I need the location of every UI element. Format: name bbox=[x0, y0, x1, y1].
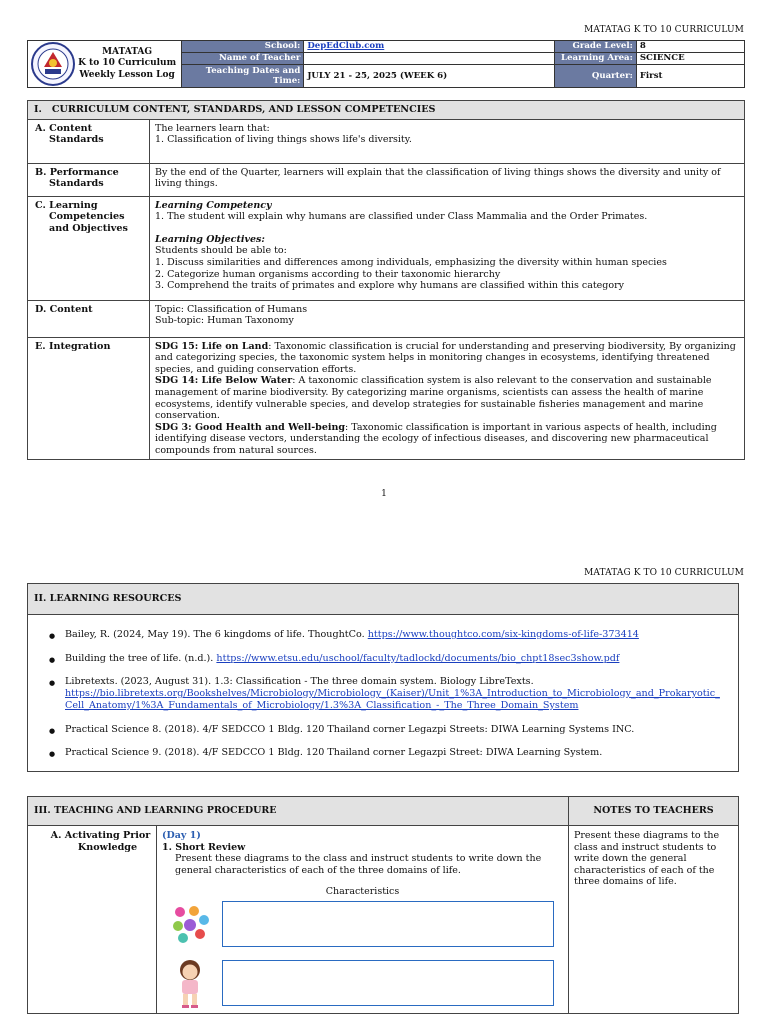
resource-item: ● Building the tree of life. (n.d.). https://www.etsu.edu/uschool/faculty/tadlockd/documents/bio_chpt18sec3show.pdf bbox=[49, 653, 724, 665]
content-standards-label: A. Content Standards bbox=[28, 119, 150, 163]
dates-value: JULY 21 - 25, 2025 (WEEK 6) bbox=[304, 65, 554, 88]
competencies-value: Learning Competency 1. The student will explain why humans are classified under Class Mammalia and the Order Primates. Learning Objectives: Students should be able to: 1. Discuss similarities and differences among individuals, emphasizing the diversity within human species 2. Categorize human organisms according to their taxonomic hierarchy 3. Comprehend the traits of primates and explore why humans are classified within this category bbox=[150, 196, 745, 300]
resources-list bbox=[28, 615, 738, 771]
teacher-label: Name of Teacher bbox=[182, 53, 304, 65]
quarter-label: Quarter: bbox=[554, 65, 636, 88]
dates-label: Teaching Dates and Time: bbox=[182, 65, 304, 88]
quarter-value: First bbox=[636, 65, 744, 88]
logo-line2: K to 10 Curriculum bbox=[78, 58, 177, 69]
grade-value: 8 bbox=[636, 41, 744, 53]
section1-roman: I. bbox=[34, 104, 42, 115]
school-link[interactable]: DepEdClub.com bbox=[307, 41, 385, 52]
resource-link[interactable]: https://bio.libretexts.org/Bookshelves/Microbiology/Microbiology_(Kaiser)/Unit_1%3A_Introduction_to_Microbiology_and_Prokaryotic_Cell_Anatomy/1%3A_Fundamentals_of_Microbiology/1.3%3A_Classification_-_The_Three_Domain_System bbox=[65, 688, 720, 711]
notes-heading: NOTES TO TEACHERS bbox=[569, 797, 739, 826]
activity-instruction: Present these diagrams to the class and instruct students to write down the general characteristics of each of the three domains of life. bbox=[175, 853, 542, 876]
page-number: 1 bbox=[381, 489, 387, 499]
human-girl-icon bbox=[168, 957, 212, 1009]
curriculum-table bbox=[27, 100, 745, 460]
section1-title: CURRICULUM CONTENT, STANDARDS, AND LESSON COMPETENCIES bbox=[51, 104, 436, 115]
header-table bbox=[27, 40, 745, 88]
section2-heading: II. LEARNING RESOURCES bbox=[28, 584, 739, 615]
competencies-label: C. Learning Competencies and Objectives bbox=[28, 196, 150, 300]
logo-line1: MATATAG bbox=[102, 47, 153, 58]
content-standards-value: The learners learn that: 1. Classification of living things shows life's diversity. bbox=[150, 119, 745, 163]
resource-link[interactable]: https://www.thoughtco.com/six-kingdoms-of-life-373414 bbox=[367, 629, 639, 640]
integration-label: E. Integration bbox=[28, 337, 150, 460]
grade-label: Grade Level: bbox=[554, 41, 636, 53]
resource-item: ● Practical Science 9. (2018). 4/F SEDCCO 1 Bldg. 120 Thailand corner Legazpi Street: DIWA Learning System. bbox=[49, 747, 724, 759]
logo-line3: Weekly Lesson Log bbox=[79, 69, 175, 80]
curriculum-label-page2: MATATAG K TO 10 CURRICULUM bbox=[584, 568, 744, 578]
resource-item: ● Libretexts. (2023, August 31). 1.3: Classification - The three domain system. Biology LibreTexts. https://bio.libretexts.org/Bookshelves/Microbiology/Microbiology_(Kaiser)/Unit_1%3A_Introduction_to_Microbiology_and_Prokaryotic_Cell_Anatomy/1%3A_Fundamentals_of_Microbiology/1.3%3A_Classification_-_The_Three_Domain_System bbox=[49, 676, 724, 711]
resource-link[interactable]: https://www.etsu.edu/uschool/faculty/tadlockd/documents/bio_chpt18sec3show.pdf bbox=[216, 652, 620, 664]
deped-seal-icon bbox=[30, 41, 76, 87]
resources-cell bbox=[28, 615, 739, 772]
area-label: Learning Area: bbox=[554, 53, 636, 65]
school-value[interactable] bbox=[304, 41, 554, 53]
content-label: D. Content bbox=[28, 300, 150, 337]
teaching-procedure-table bbox=[27, 796, 739, 1014]
characteristics-box-1[interactable] bbox=[222, 901, 554, 947]
logo-cell bbox=[28, 41, 182, 88]
teacher-value bbox=[304, 53, 554, 65]
microorganisms-icon bbox=[168, 902, 212, 946]
school-label: School: bbox=[182, 41, 304, 53]
activating-label: A. Activating Prior Knowledge bbox=[28, 826, 157, 1014]
learning-resources-table bbox=[27, 583, 739, 772]
section1-heading bbox=[28, 101, 745, 120]
integration-value: SDG 15: Life on Land: Taxonomic classification is crucial for understanding and preserving biodiversity, By organizing and categorizing species, the taxonomic system helps in monitoring changes in ecosystems, identifying threatened species, and guiding conservation efforts. SDG 14: Life Below Water: A taxonomic classification system is also relevant to the conservation and sustainable management of marine biodiversity. By categorizing marine organisms, scientists can assess the health of marine ecosystems, identify vulnerable species, and develop strategies for sustainable fisheries management and marine conservation. SDG 3: Good Health and Well-being: Taxonomic classification is important in various aspects of health, including identifying disease vectors, understanding the ecology of infectious diseases, and discovering new pharmaceutical compounds from natural sources. bbox=[150, 337, 745, 460]
resource-item: ● Bailey, R. (2024, May 19). The 6 kingdoms of life. ThoughtCo. https://www.thoughtco.com/six-kingdoms-of-life-373414 bbox=[49, 629, 724, 641]
short-review-label: 1. Short Review bbox=[162, 841, 246, 853]
day-label: (Day 1) bbox=[162, 830, 201, 841]
content-value: Topic: Classification of Humans Sub-topic: Human Taxonomy bbox=[150, 300, 745, 337]
activating-content bbox=[157, 826, 569, 1014]
resource-item: ● Practical Science 8. (2018). 4/F SEDCCO 1 Bldg. 120 Thailand corner Legazpi Streets: DIWA Learning Systems INC. bbox=[49, 724, 724, 736]
notes-content: Present these diagrams to the class and instruct students to write down the general characteristics of each of the three domains of life. bbox=[569, 826, 739, 1014]
curriculum-label: MATATAG K TO 10 CURRICULUM bbox=[584, 25, 744, 35]
section3-heading: III. TEACHING AND LEARNING PROCEDURE bbox=[28, 797, 569, 826]
characteristics-label: Characteristics bbox=[325, 886, 400, 898]
performance-standards-value: By the end of the Quarter, learners will explain that the classification of living things shows the diversity and unity of living things. bbox=[150, 163, 745, 196]
performance-standards-label: B. Performance Standards bbox=[28, 163, 150, 196]
area-value: SCIENCE bbox=[636, 53, 744, 65]
characteristics-box-2[interactable] bbox=[222, 960, 554, 1006]
